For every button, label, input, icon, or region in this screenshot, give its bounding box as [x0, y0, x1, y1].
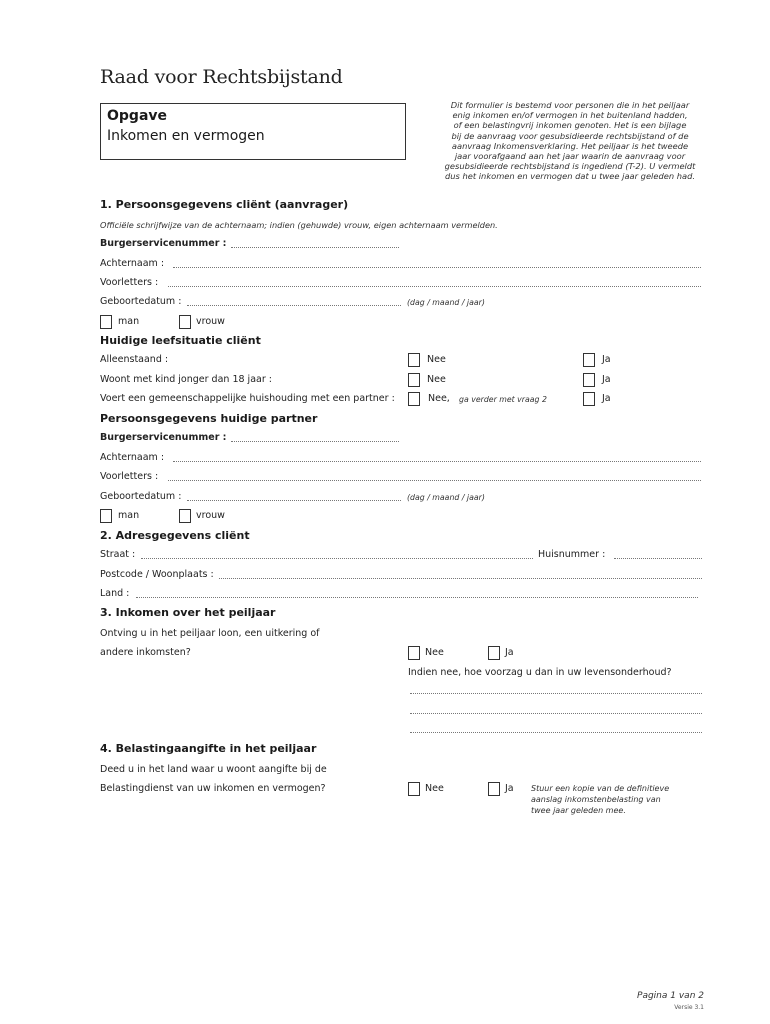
single-nee-label: Nee [427, 354, 446, 365]
tax-question-line1: Deed u in het land waar u woont aangifte bij de [100, 764, 327, 775]
house-number-label: Huisnummer : [538, 549, 606, 560]
partner-heading: Persoonsgegevens huidige partner [100, 412, 318, 425]
single-question: Alleenstaand : [100, 354, 169, 365]
form-title: Opgave [107, 108, 168, 124]
form-subtitle: Inkomen en vermogen [107, 128, 265, 144]
partner-question: Voert een gemeenschappelijke huishouding met een partner : [100, 393, 395, 404]
partner-ja-label: Ja [602, 393, 611, 404]
livelihood-field-1[interactable] [410, 693, 702, 694]
partner-vrouw-checkbox[interactable] [179, 509, 191, 523]
client-man-label: man [118, 316, 140, 327]
partner-nee-label: Nee, [428, 393, 450, 404]
client-date-hint: (dag / maand / jaar) [407, 298, 485, 307]
single-ja-label: Ja [602, 354, 611, 365]
postcode-city-field[interactable] [219, 578, 702, 579]
partner-surname-label: Achternaam : [100, 452, 165, 463]
single-ja-checkbox[interactable] [583, 353, 595, 367]
child-nee-label: Nee [427, 374, 446, 385]
client-surname-label: Achternaam : [100, 258, 165, 269]
street-field[interactable] [141, 558, 533, 559]
client-birthdate-field[interactable] [187, 305, 401, 306]
section-4-heading: 4. Belastingaangifte in het peiljaar [100, 742, 317, 755]
postcode-city-label: Postcode / Woonplaats : [100, 569, 214, 580]
tax-ja-checkbox[interactable] [488, 782, 500, 796]
partner-ja-checkbox[interactable] [583, 392, 595, 406]
partner-man-checkbox[interactable] [100, 509, 112, 523]
living-situation-heading: Huidige leefsituatie cliënt [100, 334, 261, 347]
income-ja-checkbox[interactable] [488, 646, 500, 660]
intro-line: enig inkomen en/of vermogen in het buitenland hadden, [452, 110, 688, 121]
section-1-heading: 1. Persoonsgegevens cliënt (aanvrager) [100, 198, 349, 211]
partner-nee-checkbox[interactable] [408, 392, 420, 406]
child-question: Woont met kind jonger dan 18 jaar : [100, 374, 272, 385]
client-man-checkbox[interactable] [100, 315, 112, 329]
intro-line: Dit formulier is bestemd voor personen die in het peiljaar [450, 100, 690, 110]
country-field[interactable] [136, 597, 698, 598]
partner-date-hint: (dag / maand / jaar) [407, 493, 485, 502]
country-label: Land : [100, 588, 130, 599]
intro-text [436, 100, 704, 182]
tax-ja-label: Ja [505, 783, 514, 794]
partner-vrouw-label: vrouw [196, 510, 225, 521]
income-ja-label: Ja [505, 647, 514, 658]
partner-surname-field[interactable] [173, 461, 701, 462]
street-label: Straat : [100, 549, 136, 560]
child-nee-checkbox[interactable] [408, 373, 420, 387]
page-number: Pagina 1 van 2 [637, 991, 704, 1001]
partner-birthdate-label: Geboortedatum : [100, 491, 182, 502]
client-initials-field[interactable] [168, 286, 701, 287]
intro-line: of een belastingvrij inkomen genoten. Het is een bijlage [453, 120, 687, 131]
intro-line: bij de aanvraag voor gesubsidieerde rechtsbijstand of de [451, 130, 689, 141]
house-number-field[interactable] [614, 558, 702, 559]
tax-nee-label: Nee [425, 783, 444, 794]
partner-bsn-label: Burgerservicenummer : [100, 432, 227, 443]
single-nee-checkbox[interactable] [408, 353, 420, 367]
partner-birthdate-field[interactable] [187, 500, 401, 501]
surname-instruction: Officiële schrijfwijze van de achternaam; indien (gehuwde) vrouw, eigen achternaam vermelden. [100, 220, 498, 230]
client-vrouw-label: vrouw [196, 316, 225, 327]
form-title-box [100, 103, 406, 160]
section-3-heading: 3. Inkomen over het peiljaar [100, 606, 276, 619]
client-vrouw-checkbox[interactable] [179, 315, 191, 329]
client-initials-label: Voorletters : [100, 277, 159, 288]
section-2-heading: 2. Adresgegevens cliënt [100, 529, 250, 542]
livelihood-field-2[interactable] [410, 713, 702, 714]
organization-name: Raad voor Rechtsbijstand [100, 66, 343, 88]
skip-note: ga verder met vraag 2 [459, 395, 547, 404]
tax-advice-note: Stuur een kopie van de definitieve aanslag inkomstenbelasting van twee jaar geleden mee. [531, 784, 670, 815]
income-nee-checkbox[interactable] [408, 646, 420, 660]
livelihood-field-3[interactable] [410, 732, 702, 733]
income-question-line1: Ontving u in het peiljaar loon, een uitkering of [100, 628, 320, 639]
client-bsn-field[interactable] [231, 247, 399, 248]
client-surname-field[interactable] [173, 267, 701, 268]
child-ja-label: Ja [602, 374, 611, 385]
client-bsn-label: Burgerservicenummer : [100, 238, 227, 249]
version-number: Versie 3.1 [674, 1004, 704, 1011]
child-ja-checkbox[interactable] [583, 373, 595, 387]
partner-bsn-field[interactable] [231, 441, 399, 442]
intro-line: gesubsidieerde rechtsbijstand is ingediend (T-2). U vermeldt [444, 161, 696, 172]
partner-man-label: man [118, 510, 140, 521]
partner-initials-label: Voorletters : [100, 471, 159, 482]
client-birthdate-label: Geboortedatum : [100, 296, 182, 307]
intro-line: dus het inkomen en vermogen dat u twee jaar geleden had. [445, 171, 695, 182]
intro-line: aanvraag Inkomensverklaring. Het peiljaar is het tweede [451, 140, 689, 151]
partner-initials-field[interactable] [168, 480, 701, 481]
income-nee-label: Nee [425, 647, 444, 658]
tax-question-line2: Belastingdienst van uw inkomen en vermogen? [100, 783, 326, 794]
tax-nee-checkbox[interactable] [408, 782, 420, 796]
intro-line: jaar voorafgaand aan het jaar waarin de aanvraag voor [454, 151, 686, 162]
income-question-line2: andere inkomsten? [100, 647, 191, 658]
livelihood-question: Indien nee, hoe voorzag u dan in uw levensonderhoud? [408, 667, 672, 678]
